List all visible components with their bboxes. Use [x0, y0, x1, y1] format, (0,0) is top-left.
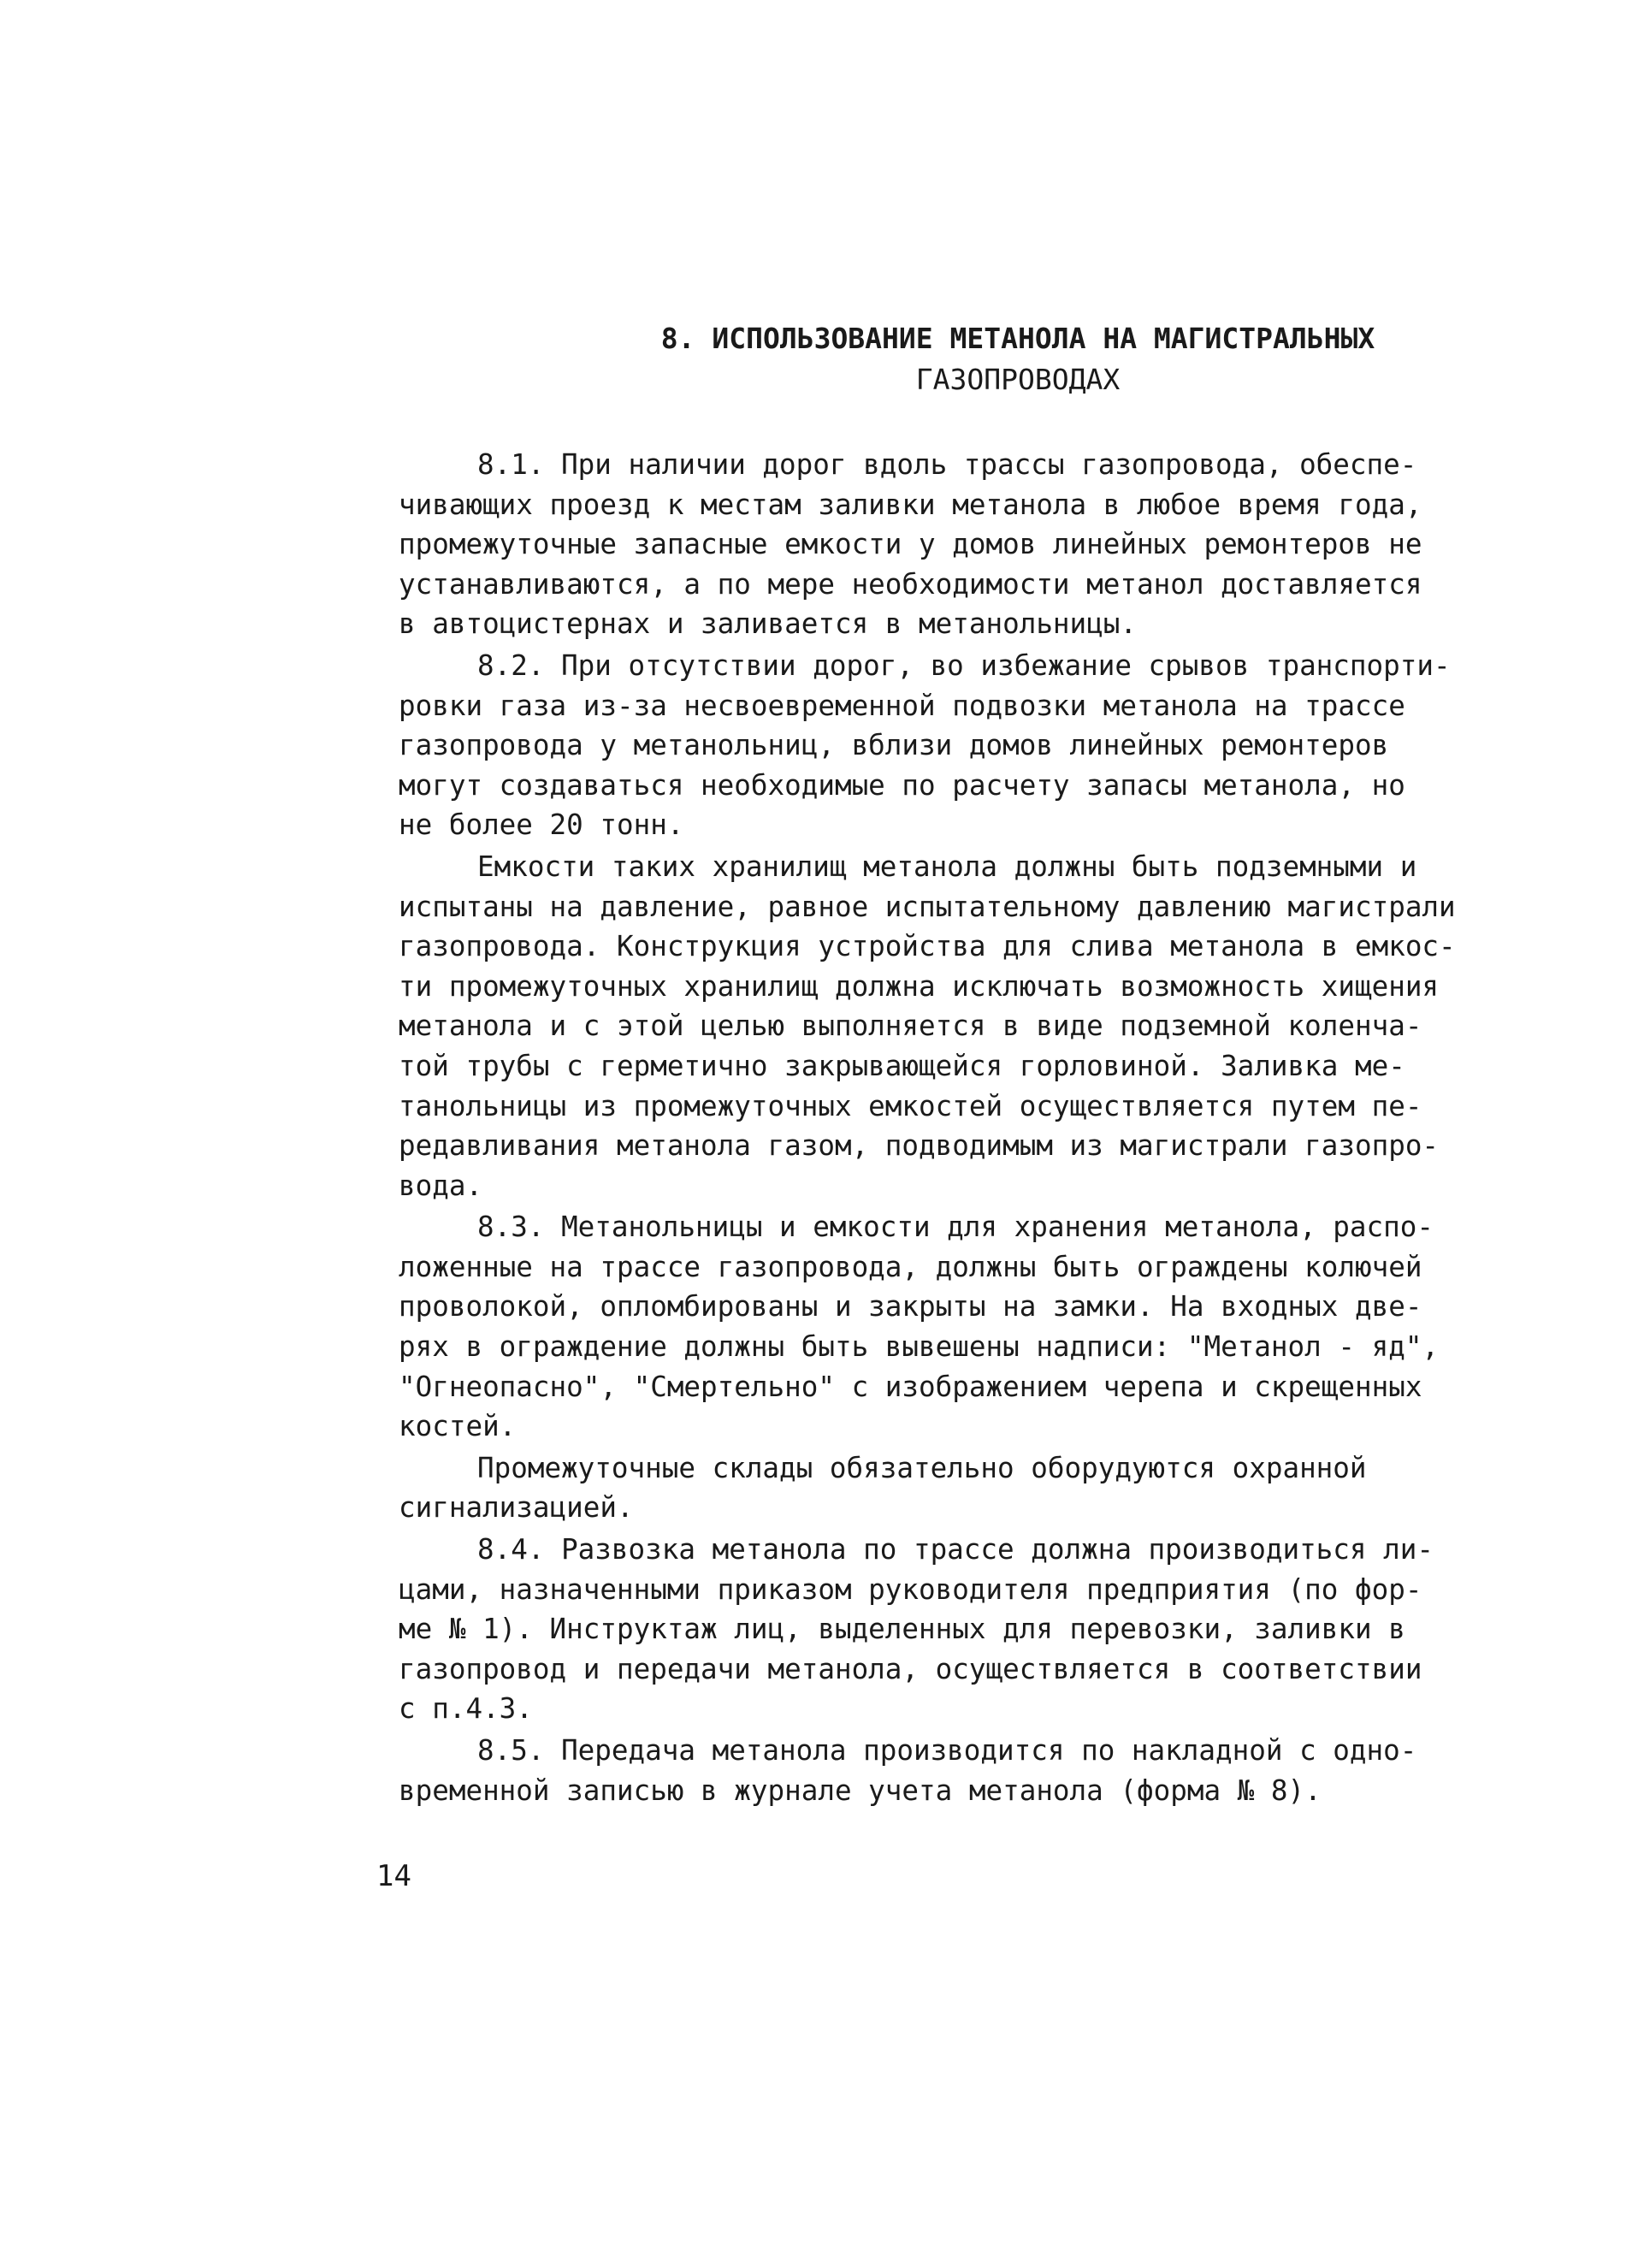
text-line: 8.4. Развозка метанола по трассе должна производиться ли- [477, 1533, 1434, 1566]
text-line: костей. [399, 1410, 517, 1443]
text-line: ложенные на трассе газопровода, должны быть ограждены колючей [399, 1250, 1422, 1283]
paragraph-8-5 [399, 1731, 1459, 1810]
text-line: 8.2. При отсутствии дорог, во избежание срывов транспорти- [477, 648, 1451, 682]
text-line: вода. [399, 1169, 483, 1202]
text-line: 8.5. Передача метанола производится по накладной с одно- [477, 1734, 1417, 1767]
text-line: танольницы из промежуточных емкостей осуществляется путем пе- [399, 1089, 1422, 1122]
text-line: испытаны на давление, равное испытательному давлению магистрали [399, 890, 1456, 923]
text-line: "Огнеопасно", "Смертельно" с изображением черепа и скрещенных [399, 1370, 1422, 1403]
text-line: ме № 1). Инструктаж лиц, выделенных для перевозки, заливки в [399, 1613, 1405, 1646]
paragraph-8-4 [399, 1530, 1459, 1729]
text-line: 8.1. При наличии дорог вдоль трассы газопровода, обеспе- [477, 448, 1417, 481]
text-line: не более 20 тонн. [399, 808, 684, 842]
text-line: метанола и с этой целью выполняется в виде подземной коленча- [399, 1010, 1422, 1043]
section-heading [599, 318, 1437, 400]
text-line: проволокой, опломбированы и закрыты на замки. На входных две- [399, 1290, 1422, 1323]
text-line: чивающих проезд к местам заливки метанола в любое время года, [399, 488, 1422, 521]
text-line: в автоцистернах и заливается в метанольницы. [399, 607, 1138, 641]
text-line: газопровода. Конструкция устройства для слива метанола в емкос- [399, 930, 1456, 963]
text-line: промежуточные запасные емкости у домов линейных ремонтеров не [399, 528, 1422, 561]
body-text [399, 445, 1459, 1812]
text-line: газопровод и передачи метанола, осуществляется в соответствии [399, 1652, 1422, 1685]
text-line: цами, назначенными приказом руководителя предприятия (по фор- [399, 1572, 1422, 1606]
text-line: газопровода у метанольниц, вблизи домов линейных ремонтеров [399, 729, 1389, 762]
text-line: ти промежуточных хранилищ должна исключать возможность хищения [399, 969, 1440, 1003]
text-line: 8.3. Метанольницы и емкости для хранения метанола, распо- [477, 1211, 1434, 1244]
text-line: той трубы с герметично закрывающейся горловиной. Заливка ме- [399, 1049, 1405, 1082]
text-line: временной записью в журнале учета метанола (форма № 8). [399, 1774, 1322, 1807]
page-number: 14 [376, 1859, 411, 1893]
section-heading-line-2: ГАЗОПРОВОДАХ [915, 363, 1121, 396]
text-line: могут создаваться необходимые по расчету запасы метанола, но [399, 768, 1405, 802]
paragraph-8-1 [399, 445, 1459, 644]
paragraph-storage-tanks [399, 847, 1459, 1205]
text-line: с п.4.3. [399, 1692, 533, 1726]
text-line: Промежуточные склады обязательно оборудуются охранной [477, 1451, 1367, 1484]
section-heading-line-1: 8. ИСПОЛЬЗОВАНИЕ МЕТАНОЛА НА МАГИСТРАЛЬНЫХ [660, 322, 1375, 355]
paragraph-8-3 [399, 1207, 1459, 1447]
text-line: редавливания метанола газом, подводимым из магистрали газопро- [399, 1129, 1440, 1163]
paragraph-alarm [399, 1448, 1459, 1528]
text-line: Емкости таких хранилищ метанола должны быть подземными и [477, 850, 1417, 883]
text-line: устанавливаются, а по мере необходимости метанол доставляется [399, 567, 1422, 601]
paragraph-8-2 [399, 646, 1459, 845]
text-line: сигнализацией. [399, 1491, 634, 1525]
text-line: ровки газа из-за несвоевременной подвозки метанола на трассе [399, 689, 1405, 722]
text-line: рях в ограждение должны быть вывешены надписи: "Метанол - яд", [399, 1330, 1440, 1364]
